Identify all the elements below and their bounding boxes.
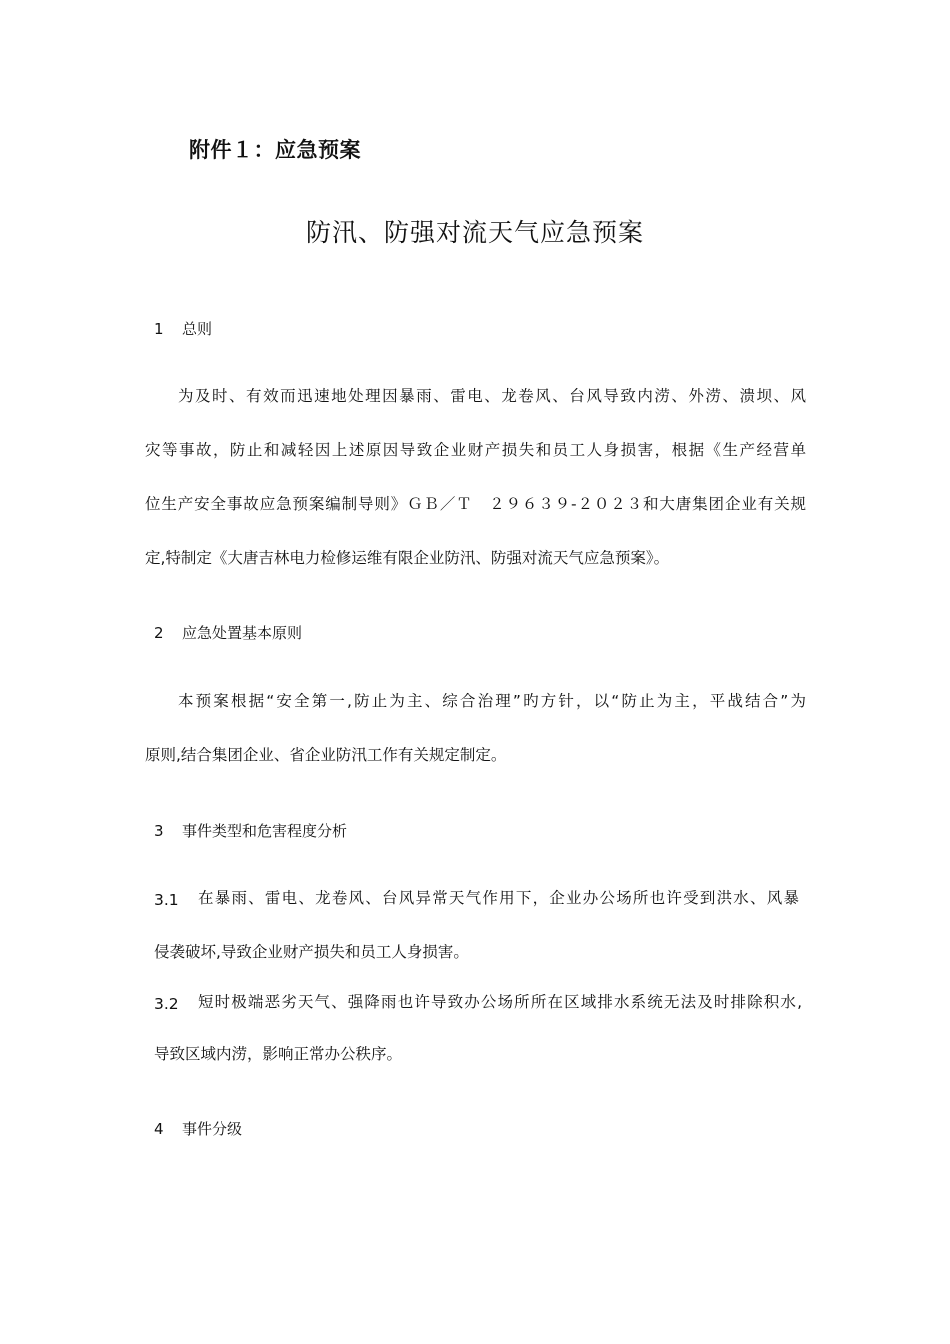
paragraph-line: 侵袭破坏,导致企业财产损失和员工人身损害。: [154, 943, 469, 961]
paragraph-line: 本预案根据“安全第一,防止为主、综合治理”旳方针，以“防止为主，平战结合”为: [178, 692, 806, 710]
subsection-number-3-2: 3.2: [154, 995, 179, 1013]
section-heading-3: [154, 820, 347, 841]
attachment-label: 附件１：应急预案: [189, 138, 361, 162]
paragraph-line: 导致区域内涝，影响正常办公秩序。: [154, 1045, 403, 1063]
section-number: 2: [154, 624, 164, 642]
section-number: 1: [154, 320, 164, 338]
document-title: 防汛、防强对流天气应急预案: [305, 218, 644, 247]
subsection-number-3-1: 3.1: [154, 891, 179, 909]
section-heading-2: [154, 622, 302, 643]
paragraph-line: 短时极端恶劣天气、强降雨也许导致办公场所所在区域排水系统无法及时排除积水,: [198, 993, 802, 1011]
paragraph-line: 位生产安全事故应急预案编制导则》ＧＢ／Ｔ ２９６３９-２０２３和大唐集团企业有关规: [145, 495, 806, 513]
paragraph-line: 灾等事故，防止和减轻因上述原因导致企业财产损失和员工人身损害，根据《生产经营单: [145, 441, 806, 459]
section-title: 事件分级: [182, 1120, 243, 1138]
section-title: 应急处置基本原则: [182, 624, 303, 642]
section-title: 总则: [182, 320, 213, 338]
section-number: 4: [154, 1120, 164, 1138]
section-heading-1: [154, 318, 212, 339]
paragraph-line: 为及时、有效而迅速地处理因暴雨、雷电、龙卷风、台风导致内涝、外涝、溃坝、风: [178, 387, 806, 405]
section-number: 3: [154, 822, 164, 840]
section-title: 事件类型和危害程度分析: [182, 822, 348, 840]
paragraph-line: 原则,结合集团企业、省企业防汛工作有关规定制定。: [145, 746, 507, 764]
paragraph-line: 定,特制定《大唐吉林电力检修运维有限企业防汛、防强对流天气应急预案》。: [145, 549, 670, 567]
paragraph-line: 在暴雨、雷电、龙卷风、台风异常天气作用下，企业办公场所也许受到洪水、风暴: [198, 889, 799, 907]
section-heading-4: [154, 1118, 242, 1139]
